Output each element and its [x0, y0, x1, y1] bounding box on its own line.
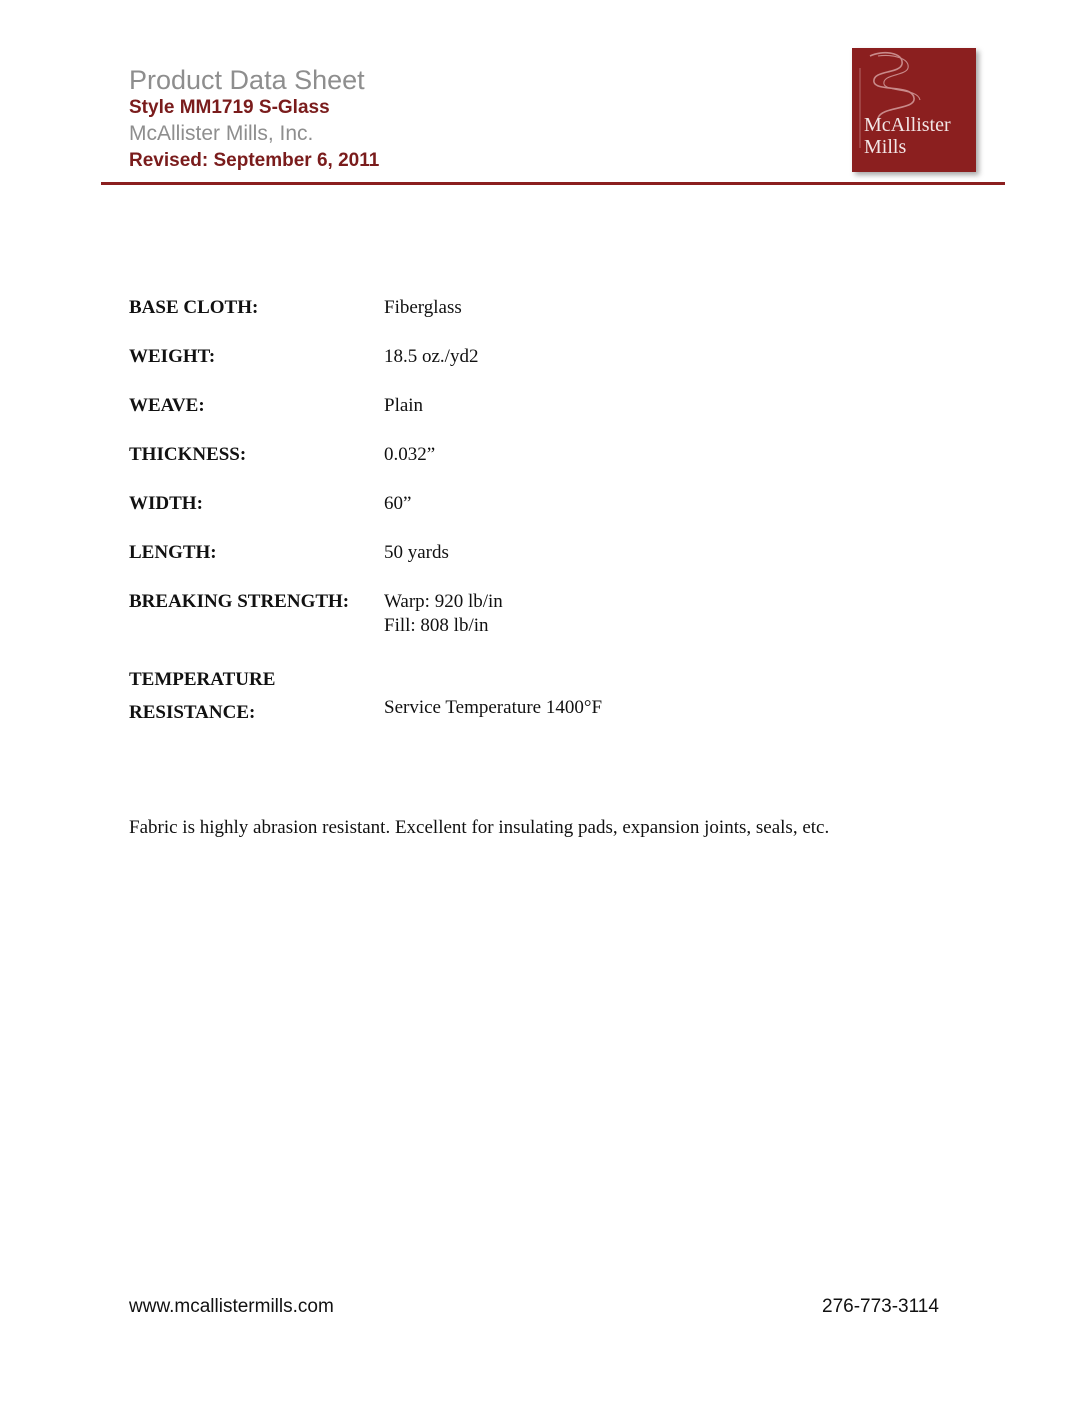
footer-phone: 276-773-3114 [822, 1296, 939, 1317]
spec-value-fill: Fill: 808 lb/in [384, 615, 489, 636]
spec-value-group [384, 590, 503, 638]
company-name: McAllister Mills, Inc. [129, 122, 314, 145]
spec-label-line-2: RESISTANCE: [129, 702, 256, 723]
spec-label-group [129, 663, 275, 729]
revision-date: Revised: September 6, 2011 [129, 150, 380, 171]
spec-label: WEIGHT: [129, 346, 216, 367]
logo-wordmark [864, 114, 951, 158]
spec-label: LENGTH: [129, 542, 217, 563]
company-logo [852, 48, 976, 172]
spec-label: BREAKING STRENGTH: [129, 591, 350, 612]
spec-label-line-1: TEMPERATURE [129, 669, 276, 690]
spec-value-warp: Warp: 920 lb/in [384, 591, 503, 612]
spec-value: 50 yards [384, 542, 449, 563]
product-description: Fabric is highly abrasion resistant. Excellent for insulating pads, expansion joints, seals, etc. [129, 817, 830, 838]
spec-label: WEAVE: [129, 395, 205, 416]
spec-label: THICKNESS: [129, 444, 247, 465]
spec-value: Service Temperature 1400°F [384, 697, 603, 718]
spec-label: WIDTH: [129, 493, 203, 514]
spec-value: 60” [384, 493, 412, 514]
logo-line-2: Mills [864, 136, 907, 158]
footer-website: www.mcallistermills.com [129, 1296, 334, 1317]
spec-value: 0.032” [384, 444, 436, 465]
spec-value: Fiberglass [384, 297, 462, 318]
header-divider [101, 182, 1005, 185]
document-title: Product Data Sheet [129, 65, 365, 95]
spec-value: 18.5 oz./yd2 [384, 346, 479, 367]
logo-line-1: McAllister [864, 114, 951, 136]
product-style: Style MM1719 S-Glass [129, 97, 330, 118]
spec-label: BASE CLOTH: [129, 297, 259, 318]
document-header [129, 64, 379, 174]
spec-value: Plain [384, 395, 424, 416]
